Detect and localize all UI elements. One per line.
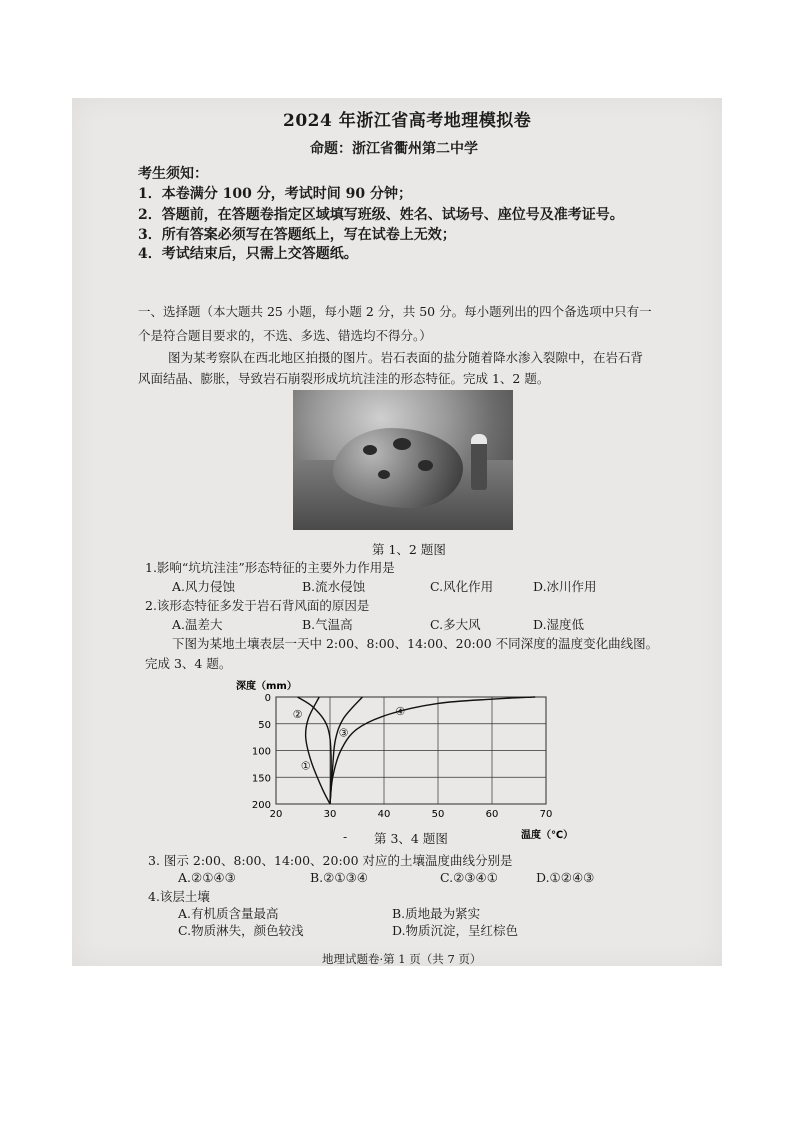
page-title: 2024 年浙江省高考地理模拟卷	[283, 111, 532, 131]
y-tick-label: 100	[251, 746, 271, 758]
x-tick-label: 20	[269, 809, 283, 820]
question-4-stem: 4.该层土壤	[148, 889, 210, 904]
notice-item: 4．考试结束后，只需上交答题纸。	[138, 246, 358, 262]
question-3-option-a: A.②①④③	[178, 870, 236, 885]
series-label: ①	[300, 759, 311, 773]
question-2-option-a: A.温差大	[172, 617, 223, 632]
section-heading: 一、选择题（本大题共 25 小题，每小题 2 分，共 50 分。每小题列出的四个备选项中只有一	[138, 304, 652, 319]
question-3-option-d: D.①②④③	[536, 870, 595, 885]
question-4-option-c: C.物质淋失，颜色较浅	[178, 923, 304, 938]
question-1-option-c: C.风化作用	[430, 579, 494, 594]
notice-heading: 考生须知：	[138, 166, 208, 182]
section-heading-cont: 个是符合题目要求的，不选、多选、错选均不得分。）	[138, 328, 432, 343]
question-2-stem: 2.该形态特征多发于岩石背风面的原因是	[145, 598, 370, 613]
series-label: ③	[338, 726, 349, 740]
y-tick-label: 200	[251, 800, 271, 811]
x-tick-label: 70	[539, 809, 553, 820]
question-3-option-b: B.②①③④	[310, 870, 368, 885]
x-tick-label: 30	[323, 809, 337, 820]
question-4-option-a: A.有机质含量最高	[178, 906, 279, 921]
question-1-stem: 1.影响“坑坑洼洼”形态特征的主要外力作用是	[145, 560, 395, 575]
y-axis-label: 深度（mm）	[236, 681, 297, 692]
intro-paragraph: 图为某考察队在西北地区拍摄的图片。岩石表面的盐分随着降水渗入裂隙中，在岩石背	[168, 350, 644, 365]
series-label: ②	[292, 708, 303, 722]
question-2-option-b: B.气温高	[302, 617, 353, 632]
question-1-option-b: B.流水侵蚀	[302, 579, 366, 594]
question-3-stem: 3. 图示 2:00、8:00、14:00、20:00 对应的土壤温度曲线分别是	[148, 853, 513, 868]
x-tick-label: 60	[485, 809, 499, 820]
question-3-option-c: C.②③④①	[440, 870, 498, 885]
page-footer: 地理试题卷·第 1 页（共 7 页）	[322, 952, 482, 966]
intro-paragraph: 下图为某地土壤表层一天中 2:00、8:00、14:00、20:00 不同深度的温度变化曲线图。	[172, 636, 659, 651]
figure-caption: 第 3、4 题图	[374, 831, 448, 846]
question-4-option-b: B.质地最为紧实	[392, 906, 481, 921]
figure-caption: 第 1、2 题图	[372, 542, 446, 557]
question-1-option-a: A.风力侵蚀	[172, 579, 236, 594]
y-tick-label: 0	[264, 693, 271, 704]
question-4-option-d: D.物质沉淀，呈红棕色	[392, 923, 519, 938]
series-label: ④	[395, 704, 406, 718]
question-2-option-c: C.多大风	[430, 617, 481, 632]
author-line: 命题：浙江省衢州第二中学	[310, 141, 478, 157]
notice-item: 2．答题前，在答题卷指定区域填写班级、姓名、试场号、座位号及准考证号。	[138, 207, 624, 223]
x-axis-label: 温度（℃）	[521, 830, 574, 841]
notice-item: 3．所有答案必须写在答题纸上，写在试卷上无效；	[138, 227, 456, 243]
question-2-option-d: D.湿度低	[533, 617, 585, 632]
rock-photo	[293, 390, 513, 530]
intro-paragraph-cont: 完成 3、4 题。	[145, 656, 232, 671]
caption-dash: -	[343, 829, 348, 844]
x-tick-label: 40	[377, 809, 391, 820]
y-tick-label: 150	[251, 773, 271, 785]
intro-paragraph-cont: 风面结晶、膨胀，导致岩石崩裂形成坑坑洼洼的形态特征。完成 1、2 题。	[138, 371, 550, 386]
y-tick-label: 50	[258, 719, 271, 731]
notice-item: 1．本卷满分 100 分，考试时间 90 分钟；	[138, 186, 412, 202]
x-tick-label: 50	[431, 809, 445, 820]
question-1-option-d: D.冰川作用	[533, 579, 597, 594]
